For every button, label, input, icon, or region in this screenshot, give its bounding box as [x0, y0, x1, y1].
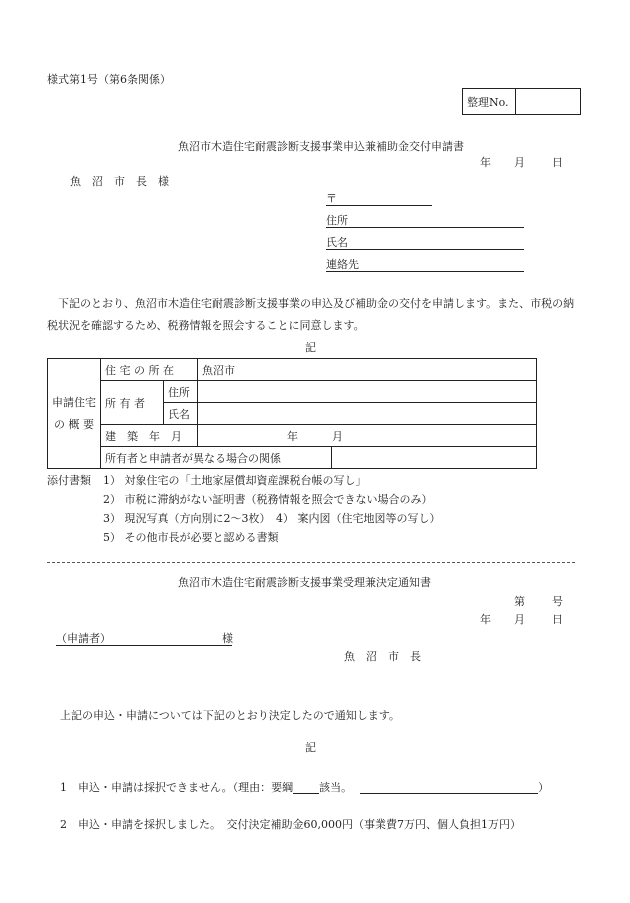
ref-no-label: 整理No.	[463, 89, 516, 115]
notice-sama: 様	[222, 632, 233, 645]
application-title: 魚沼市木造住宅耐震診断支援事業申込兼補助金交付申請書	[178, 140, 464, 153]
cut-line	[47, 562, 575, 563]
application-body: 下記のとおり、魚沼市木造住宅耐震診断支援事業の申込及び補助金の交付を申請します。また、市税の納税状況を確認するため、税務情報を照会することに同意します。	[47, 297, 575, 332]
attachment-item: 3） 現況写真（方向別に2～3枚） 4） 案内図（住宅地図等の写し）	[103, 512, 441, 525]
notice-date-day: 日	[552, 613, 563, 626]
addressee: 魚 沼 市 長 様	[70, 175, 169, 188]
address-field[interactable]: 住所	[326, 214, 524, 228]
notice-number-go: 号	[552, 595, 563, 608]
notice-body: 上記の申込・申請については下記のとおり決定したので通知します。	[60, 709, 400, 722]
location-value[interactable]: 魚沼市	[198, 359, 537, 381]
owner-name-label: 氏名	[163, 403, 197, 425]
notice-item-2: 2 申込・申請を採択しました。 交付決定補助金60,000円（事業費7万円、個人負担1万円）	[60, 818, 521, 831]
owner-name-field[interactable]	[198, 403, 537, 425]
item1-clause-field[interactable]	[293, 781, 319, 794]
contact-field[interactable]: 連絡先	[326, 258, 524, 272]
owner-address-field[interactable]	[198, 381, 537, 403]
ref-no-field[interactable]	[516, 89, 581, 115]
attachment-item: 2） 市税に滞納がない証明書（税務情報を照会できない場合のみ）	[103, 493, 433, 506]
app-date-year: 年	[480, 156, 491, 169]
owner-label: 所 有 者	[101, 381, 164, 425]
table-group-label: 申請住宅の 概 要	[48, 359, 101, 469]
attachment-item: 1） 対象住宅の「土地家屋償却資産課税台帳の写し」	[103, 474, 367, 487]
housing-summary-table	[47, 358, 537, 469]
built-field[interactable]	[198, 425, 537, 447]
relation-label: 所有者と申請者が異なる場合の関係	[101, 447, 332, 469]
built-year: 年	[287, 429, 298, 443]
attachment-item: 5） その他市長が必要と認める書類	[103, 531, 279, 544]
built-month: 月	[332, 429, 343, 443]
attachments-label: 添付書類	[47, 474, 91, 487]
item1-reason-field[interactable]	[360, 781, 538, 794]
notice-issuer: 魚 沼 市 長	[344, 650, 421, 663]
notice-applicant-field[interactable]	[56, 632, 232, 646]
notice-item-1	[60, 781, 549, 794]
relation-field[interactable]	[331, 447, 536, 469]
app-date-month: 月	[514, 156, 525, 169]
owner-address-label: 住所	[163, 381, 197, 403]
item1-close: ）	[538, 781, 550, 794]
application-ki: 記	[305, 341, 316, 354]
notice-title: 魚沼市木造住宅耐震診断支援事業受理兼決定通知書	[178, 576, 431, 589]
notice-applicant-label: （申請者）	[56, 632, 111, 645]
notice-ki: 記	[305, 741, 316, 754]
postal-field[interactable]: 〒	[326, 192, 432, 206]
form-id: 様式第1号（第6条関係）	[47, 73, 171, 86]
app-date-day: 日	[552, 156, 563, 169]
location-label: 住 宅 の 所 在	[101, 359, 198, 381]
notice-number-dai: 第	[514, 595, 525, 608]
notice-date-year: 年	[480, 613, 491, 626]
built-label: 建 築 年 月	[101, 425, 198, 447]
item1-lead: 1 申込・申請は採択できません。（理由：要綱	[60, 781, 294, 794]
item1-mid: 該当。	[319, 781, 353, 794]
notice-date-month: 月	[514, 613, 525, 626]
ref-no-box	[462, 88, 581, 115]
name-field[interactable]: 氏名	[326, 236, 524, 250]
